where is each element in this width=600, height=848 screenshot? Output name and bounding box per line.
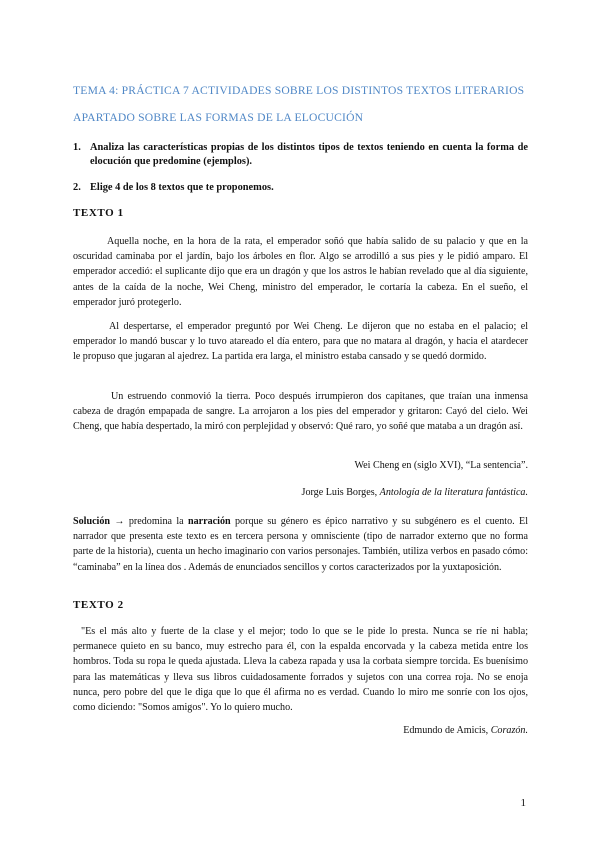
task-1 [73, 141, 528, 169]
texto2-heading: TEXTO 2 [73, 599, 124, 611]
citation-author: Edmundo de Amicis, [403, 725, 491, 736]
texto1-solution [73, 514, 528, 575]
texto2-paragraph: "Es el más alto y fuerte de la clase y el mejor; todo lo que se le pide lo presta. Nunca se ríe ni habla; permanece quieto en su banco, muy estrecho para él, con la espalda encorvada y la cabeza metida entre los hombros. Toda su ropa le queda ajustada. Lleva la cabeza rapada y usa la corbata siempre torcida. Es buenísimo para las matemáticas y lleva sus libros cuidadosamente forrados y sujetos con una correa roja. No se enoja nunca, pero pobre del que le diga que lo que él afirma no es verdad. Cuando lo miro me sonríe con los ojos, como diciendo: "Somos amigos". Yo lo quiero mucho. [73, 626, 528, 714]
texto1-paragraph-1: Aquella noche, en la hora de la rata, el emperador soñó que había salido de su palacio y que en la oscuridad caminaba por el jardín, bajo los árboles en flor. Algo se arrodilló a sus pies y le pidió amparo. El emperador accedió: el suplicante dijo que era un dragón y que los astros le habían revelado que al día siguiente, antes de la caída de la noche, Wei Cheng, ministro del emperador, le cortaría la cabeza. En el sueño, el emperador juró protegerlo. [73, 236, 528, 308]
arrow-icon: → [110, 516, 129, 527]
texto1-paragraph-2: Al despertarse, el emperador preguntó por Wei Cheng. Le dijeron que no estaba en el palacio; el emperador lo mandó buscar y lo tuvo atareado el día entero, para que no matara al dragón, y hacia el atardecer le propuso que jugaran al ajedrez. La partida era larga, el ministro estaba cansado y se quedó dormido. [73, 321, 528, 363]
task-text: Analiza las características propias de los distintos tipos de textos teniendo en cuenta la forma de elocución que predomine (ejemplos). [90, 142, 528, 167]
citation-work: Antología de la literatura fantástica. [379, 487, 528, 498]
title-line-1: TEMA 4: PRÁCTICA 7 ACTIVIDADES SOBRE LOS DISTINTOS TEXTOS LITERARIOS [73, 84, 525, 97]
citation-work: Corazón. [490, 725, 528, 736]
title-line-2: APARTADO SOBRE LAS FORMAS DE LA ELOCUCIÓN [73, 111, 364, 124]
task-text: Elige 4 de los 8 textos que te proponemos. [90, 182, 274, 193]
task-number: 1. [73, 142, 81, 153]
texto1-citation-1: Wei Cheng en (siglo XVI), “La sentencia”. [354, 460, 528, 471]
task-number: 2. [73, 182, 81, 193]
texto1-citation-2 [302, 487, 528, 498]
solution-body: porque su género es épico narrativo y su subgénero es el cuento. El narrador que presenta este texto es en tercera persona y omnisciente (tipo de narrador externo que no forma parte de la historia), cuenta un hecho imaginario con varios personajes. También, utiliza verbos en pasado cómo: “caminaba” en la línea dos . Además de enunciados sencillos y cortos caracterizados por la yuxtaposición. [73, 516, 529, 573]
solution-label: Solución [73, 516, 111, 527]
page-number: 1 [520, 797, 526, 809]
solution-term: narración [188, 516, 231, 527]
citation-author: Jorge Luis Borges, [301, 487, 380, 498]
task-2 [73, 181, 528, 195]
texto1-heading: TEXTO 1 [73, 207, 124, 219]
texto2-citation [403, 725, 528, 736]
texto1-paragraph-3: Un estruendo conmovió la tierra. Poco después irrumpieron dos capitanes, que traían una inmensa cabeza de dragón empapada de sangre. La arrojaron a los pies del emperador y gritaron: Cayó del cielo. Wei Cheng, que había despertado, la miró con perplejidad y observó: Qué raro, yo soñé que mataba a un dragón así. [73, 391, 528, 433]
solution-pre: predomina la [128, 516, 189, 527]
